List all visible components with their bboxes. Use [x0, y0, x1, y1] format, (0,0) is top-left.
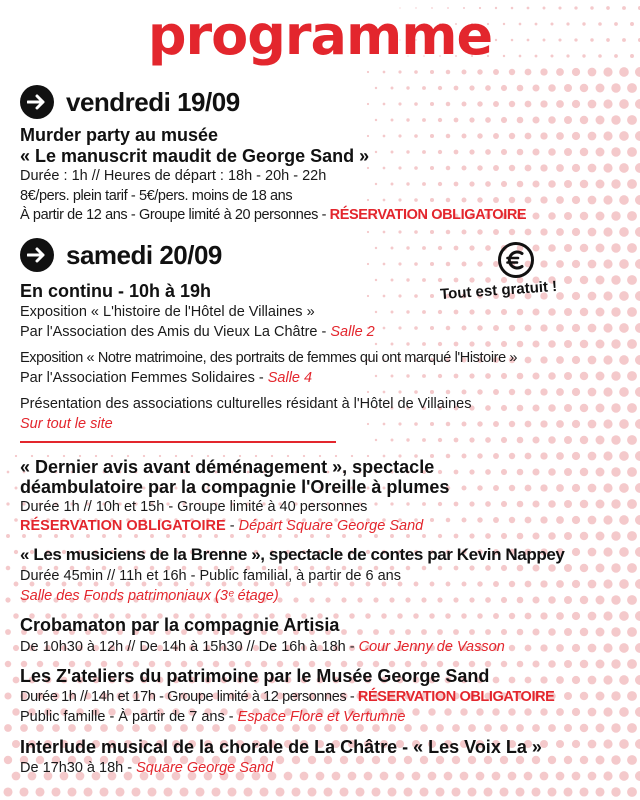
event-detail — [20, 324, 375, 340]
event-title: déambulatoire par la compagnie l'Oreille à plumes — [20, 477, 450, 497]
event-detail — [20, 518, 423, 534]
event-title: Murder party au musée — [20, 125, 219, 145]
event-location: Salle des Fonds patrimoniaux (3ᵉ étage) — [20, 588, 279, 604]
event-location: Espace Flore et Vertumne — [237, 709, 406, 725]
event-detail-text: Public famille - À partir de 7 ans - — [20, 709, 238, 725]
reservation-required: RÉSERVATION OBLIGATOIRE — [20, 518, 226, 534]
event-detail — [20, 760, 273, 776]
euro-icon — [497, 241, 535, 279]
separator: - — [225, 518, 239, 534]
event-detail-text: Durée 1h // 14h et 17h - Groupe limité à 12 personnes - — [20, 689, 358, 705]
event-detail-text: Par l'Association des Amis du Vieux La Châtre - — [20, 324, 331, 340]
event-location: Cour Jenny de Vasson — [358, 639, 505, 655]
event-title: « Le manuscrit maudit de George Sand » — [20, 146, 370, 166]
event-location: Square George Sand — [136, 760, 274, 776]
event-detail: Présentation des associations culturelles résidant à l'Hôtel de Villaines — [20, 396, 472, 412]
event-detail-text: De 10h30 à 12h // De 14h à 15h30 // De 16h à 18h - — [20, 639, 359, 655]
event-detail — [20, 207, 526, 223]
event-detail: Durée 1h // 10h et 15h - Groupe limité à 40 personnes — [20, 499, 368, 515]
event-detail: Durée 45min // 11h et 16h - Public familial, à partir de 6 ans — [20, 568, 401, 584]
event-title: « Les musiciens de la Brenne », spectacle de contes par Kevin Nappey — [20, 545, 565, 564]
event-location: Salle 4 — [267, 370, 313, 386]
event-detail-text: De 17h30 à 18h - — [20, 760, 137, 776]
arrow-right-icon — [20, 238, 54, 272]
day-label: samedi 20/09 — [66, 239, 222, 270]
section-divider — [20, 441, 336, 443]
section-heading: En continu - 10h à 19h — [20, 281, 212, 301]
day-label: vendredi 19/09 — [66, 86, 240, 117]
event-title: Crobamaton par la compagnie Artisia — [20, 615, 340, 635]
event-detail — [20, 370, 312, 386]
event-location: Salle 2 — [330, 324, 375, 340]
event-detail — [20, 639, 505, 655]
event-detail — [20, 689, 554, 705]
event-detail-text: À partir de 12 ans - Groupe limité à 20 personnes - — [20, 207, 330, 223]
event-title: « Dernier avis avant déménagement », spectacle — [20, 457, 435, 477]
event-title: Interlude musical de la chorale de La Châtre - « Les Voix La » — [20, 737, 542, 757]
event-location: Départ Square George Sand — [238, 518, 424, 534]
event-detail-text: Par l'Association Femmes Solidaires - — [20, 370, 268, 386]
day-header-saturday — [20, 237, 222, 273]
event-detail — [20, 709, 406, 725]
event-title: Les Z'ateliers du patrimoine par le Musée George Sand — [20, 666, 490, 686]
reservation-required: RÉSERVATION OBLIGATOIRE — [329, 207, 527, 223]
day-header-friday — [20, 84, 240, 120]
event-detail: Exposition « Notre matrimoine, des portraits de femmes qui ont marqué l'Histoire » — [20, 350, 518, 366]
free-entry-badge: Tout est gratuit ! — [439, 277, 558, 304]
event-detail: Durée : 1h // Heures de départ : 18h - 20h - 22h — [20, 168, 327, 184]
reservation-required: RÉSERVATION OBLIGATOIRE — [357, 689, 555, 705]
page-title: programme — [147, 4, 493, 67]
event-detail: 8€/pers. plein tarif - 5€/pers. moins de 18 ans — [20, 188, 293, 204]
event-location: Sur tout le site — [20, 416, 113, 432]
event-detail: Exposition « L'histoire de l'Hôtel de Villaines » — [20, 304, 315, 320]
arrow-right-icon — [20, 85, 54, 119]
